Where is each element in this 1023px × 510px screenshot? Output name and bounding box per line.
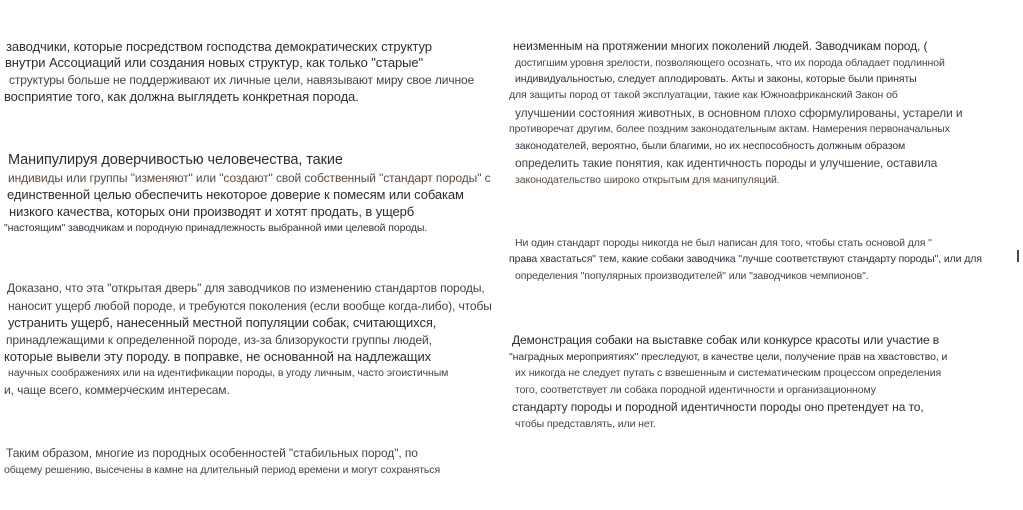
text-line: индивидуальностью, следует аплодировать. Акты и законы, которые были приняты [515, 73, 917, 85]
text-line: их никогда не следует путать с взвешенным и систематическим процессом определения [515, 367, 942, 379]
text-line: заводчики, которые посредством господства демократических структур [6, 39, 432, 54]
text-line: законодателей, вероятно, были благими, но их неспособность должным образом [515, 140, 906, 152]
text-line: низкого качества, которых они производят и хотят продать, в ущерб [9, 204, 415, 219]
text-line: и, чаще всего, коммерческим интересам. [4, 383, 230, 397]
text-line: устранить ущерб, нанесенный местной популяции собак, считающихся, [8, 315, 437, 330]
text-line: восприятие того, как должна выглядеть конкретная порода. [4, 89, 359, 104]
text-line: "наградных мероприятиях" преследуют, в качестве цели, получение прав на хвастовство, и [509, 351, 948, 363]
text-line: Ни один стандарт породы никогда не был написан для того, чтобы стать основой для " [515, 237, 932, 249]
text-line: для защиты пород от такой эксплуатации, такие как Южноафриканский Закон об [509, 89, 898, 101]
text-line: общему решению, высечены в камне на длительный период времени и могут сохраняться [4, 464, 441, 476]
text-line: структуры больше не поддерживают их личные цели, навязывают миру свое личное [9, 73, 475, 87]
text-line: "настоящим" заводчикам и породную принадлежность выбранной ими целевой породы. [4, 222, 428, 234]
text-line: единственной целью обеспечить некоторое доверие к помесям или собакам [7, 187, 464, 202]
text-line: индивиды или группы "изменяют" или "создают" свой собственный "стандарт породы" с [8, 171, 491, 185]
text-line: наносит ущерб любой породе, и требуются поколения (если вообще когда-либо), чтобы [8, 299, 492, 313]
text-line: Таким образом, многие из породных особенностей "стабильных пород", по [6, 446, 418, 460]
text-line: определить такие понятия, как идентичность породы и улучшение, оставила [515, 156, 938, 170]
text-line: Демонстрация собаки на выставке собак или конкурсе красоты или участие в [512, 333, 940, 347]
text-line: внутри Ассоциаций или создания новых структур, как только "старые" [5, 55, 424, 70]
edge-mark [1017, 250, 1019, 262]
text-line: неизменным на протяжении многих поколений людей. Заводчикам пород, ( [513, 39, 928, 53]
text-line: улучшении состояния животных, в основном плохо сформулированы, устарели и [515, 106, 963, 120]
text-line: законодательство широко открытым для манипуляций. [515, 174, 780, 186]
text-line: права хвастаться" тем, какие собаки заводчика "лучше соответствуют стандарту породы", или для [509, 253, 982, 265]
text-line: определения "популярных производителей" или "заводчиков чемпионов". [515, 270, 869, 282]
text-line: Манипулируя доверчивостью человечества, такие [8, 152, 343, 168]
text-line: принадлежащими к определенной породе, из-за близорукости группы людей, [6, 333, 432, 347]
text-line: того, соответствует ли собака породной идентичности и организационному [515, 384, 876, 396]
text-line: научных соображениях или на идентификации породы, в угоду личным, часто эгоистичным [8, 367, 449, 379]
text-line: которые вывели эту породу. в поправке, не основанной на надлежащих [4, 349, 432, 364]
text-line: Доказано, что эта "открытая дверь" для заводчиков по изменению стандартов породы, [7, 281, 485, 295]
text-line: чтобы представлять, или нет. [515, 418, 656, 430]
text-line: противоречат другим, более поздним законодательным актам. Намерения первоначальных [509, 123, 950, 135]
text-line: стандарту породы и породной идентичности породы оно претендует на то, [512, 400, 924, 414]
text-line: достигшим уровня зрелости, позволяющего осознать, что их порода обладает подлинной [515, 57, 945, 69]
